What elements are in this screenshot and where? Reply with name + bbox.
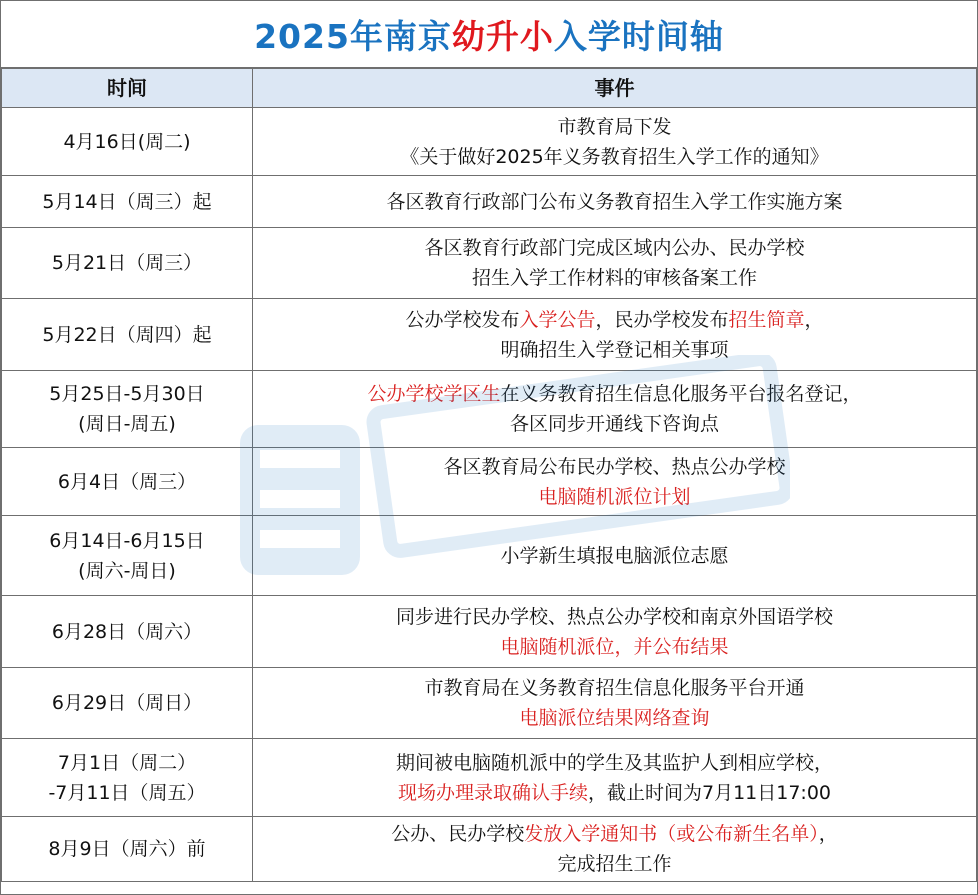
time-cell	[2, 228, 253, 299]
event-text: ，	[818, 823, 838, 845]
event-highlight: 电脑派位结果网络查询	[519, 707, 710, 729]
event-text: 公办学校发布	[405, 308, 520, 331]
time-line: 5月25日-5月30日	[49, 383, 205, 405]
time-cell	[2, 596, 253, 668]
header-event: 事件	[253, 69, 977, 108]
time-line: -7月11日（周五）	[48, 781, 206, 804]
table-row	[2, 739, 977, 817]
event-line	[257, 778, 972, 808]
event-line	[257, 482, 972, 512]
time-cell	[2, 817, 253, 882]
event-cell	[253, 176, 977, 228]
event-highlight: 电脑随机派位计划	[538, 485, 691, 508]
event-text: 各区教育行政部门公布义务教育招生入学工作实施方案	[386, 190, 843, 213]
event-line	[257, 703, 972, 733]
table-row	[2, 668, 977, 739]
title-part-highlight: 幼升小	[451, 16, 554, 56]
event-cell	[253, 228, 977, 299]
event-highlight: 现场办理录取确认手续	[397, 781, 588, 804]
event-line	[257, 452, 972, 482]
header-time: 时间	[2, 69, 253, 108]
event-text: 市教育局在义务教育招生信息化服务平台开通	[424, 677, 805, 699]
event-line	[257, 673, 972, 703]
time-cell	[2, 371, 253, 448]
event-line	[257, 409, 972, 439]
event-cell	[253, 596, 977, 668]
time-line: (周日-周五)	[78, 413, 176, 435]
timeline-rows	[2, 108, 977, 882]
event-line	[257, 233, 972, 263]
time-line: 6月29日（周日）	[51, 692, 203, 714]
event-text: ，截止时间为7月11日17:00	[587, 781, 832, 804]
event-text: 各区教育局公布民办学校、热点公办学校	[443, 455, 786, 478]
event-line	[257, 602, 972, 632]
event-highlight: 入学公告	[519, 308, 596, 331]
time-cell	[2, 739, 253, 817]
event-text: 各区同步开通线下咨询点	[509, 413, 719, 435]
event-line	[257, 263, 972, 293]
event-text: ，	[804, 308, 824, 331]
event-line	[257, 748, 972, 778]
title-part-year-city: 2025年南京	[254, 16, 452, 56]
event-cell	[253, 817, 977, 882]
event-line	[257, 632, 972, 662]
event-text: 各区教育行政部门完成区域内公办、民办学校	[424, 237, 805, 259]
event-highlight: 招生简章	[728, 308, 805, 331]
event-text: 同步进行民办学校、热点公办学校和南京外国语学校	[395, 605, 833, 628]
table-row	[2, 371, 977, 448]
event-line	[257, 819, 972, 849]
time-cell	[2, 516, 253, 596]
event-line	[257, 541, 972, 571]
time-line: 8月9日（周六）前	[48, 838, 206, 860]
event-text: 小学新生填报电脑派位志愿	[500, 544, 729, 567]
event-text: 公办、民办学校	[391, 823, 525, 845]
table-row	[2, 516, 977, 596]
event-cell	[253, 516, 977, 596]
table-row	[2, 596, 977, 668]
event-highlight: 公办学校学区生	[367, 383, 501, 405]
table-row	[2, 817, 977, 882]
time-cell	[2, 299, 253, 371]
event-cell	[253, 739, 977, 817]
event-text: 明确招生入学登记相关事项	[500, 338, 729, 361]
table-row	[2, 448, 977, 516]
event-line	[257, 849, 972, 879]
table-row	[2, 108, 977, 176]
event-line	[257, 142, 972, 172]
event-cell	[253, 299, 977, 371]
time-cell	[2, 448, 253, 516]
page-title	[1, 1, 977, 68]
time-line: 6月4日（周三）	[57, 470, 197, 493]
time-line: 7月1日（周二）	[57, 751, 197, 774]
event-cell	[253, 448, 977, 516]
event-text: 期间被电脑随机派中的学生及其监护人到相应学校，	[395, 751, 833, 774]
table-row	[2, 176, 977, 228]
event-highlight: 发放入学通知书（或公布新生名单）	[524, 823, 819, 845]
time-line: 5月14日（周三）起	[42, 190, 212, 213]
event-highlight: 电脑随机派位，并公布结果	[500, 635, 729, 658]
time-line: 4月16日(周二)	[63, 130, 191, 153]
event-cell	[253, 668, 977, 739]
header-row	[2, 69, 977, 108]
event-text: 《关于做好2025年义务教育招生入学工作的通知》	[400, 145, 829, 168]
time-line: 6月28日（周六）	[51, 620, 203, 643]
event-line	[257, 112, 972, 142]
time-cell	[2, 668, 253, 739]
time-line: (周六-周日)	[78, 559, 176, 582]
event-line	[257, 335, 972, 365]
table-row	[2, 228, 977, 299]
time-cell	[2, 176, 253, 228]
time-line: 6月14日-6月15日	[49, 529, 205, 552]
event-text: 在义务教育招生信息化服务平台报名登记，	[500, 383, 862, 405]
time-cell	[2, 108, 253, 176]
timeline-table	[1, 68, 977, 882]
event-line	[257, 187, 972, 217]
event-line	[257, 305, 972, 335]
time-line: 5月22日（周四）起	[42, 323, 212, 346]
event-text: 完成招生工作	[557, 853, 672, 875]
event-text: ，民办学校发布	[595, 308, 729, 331]
event-cell	[253, 371, 977, 448]
event-text: 市教育局下发	[557, 115, 672, 138]
time-line: 5月21日（周三）	[51, 252, 203, 274]
event-text: 招生入学工作材料的审核备案工作	[471, 267, 757, 289]
event-cell	[253, 108, 977, 176]
title-part-rest: 入学时间轴	[553, 16, 724, 56]
table-row	[2, 299, 977, 371]
event-line	[257, 379, 972, 409]
